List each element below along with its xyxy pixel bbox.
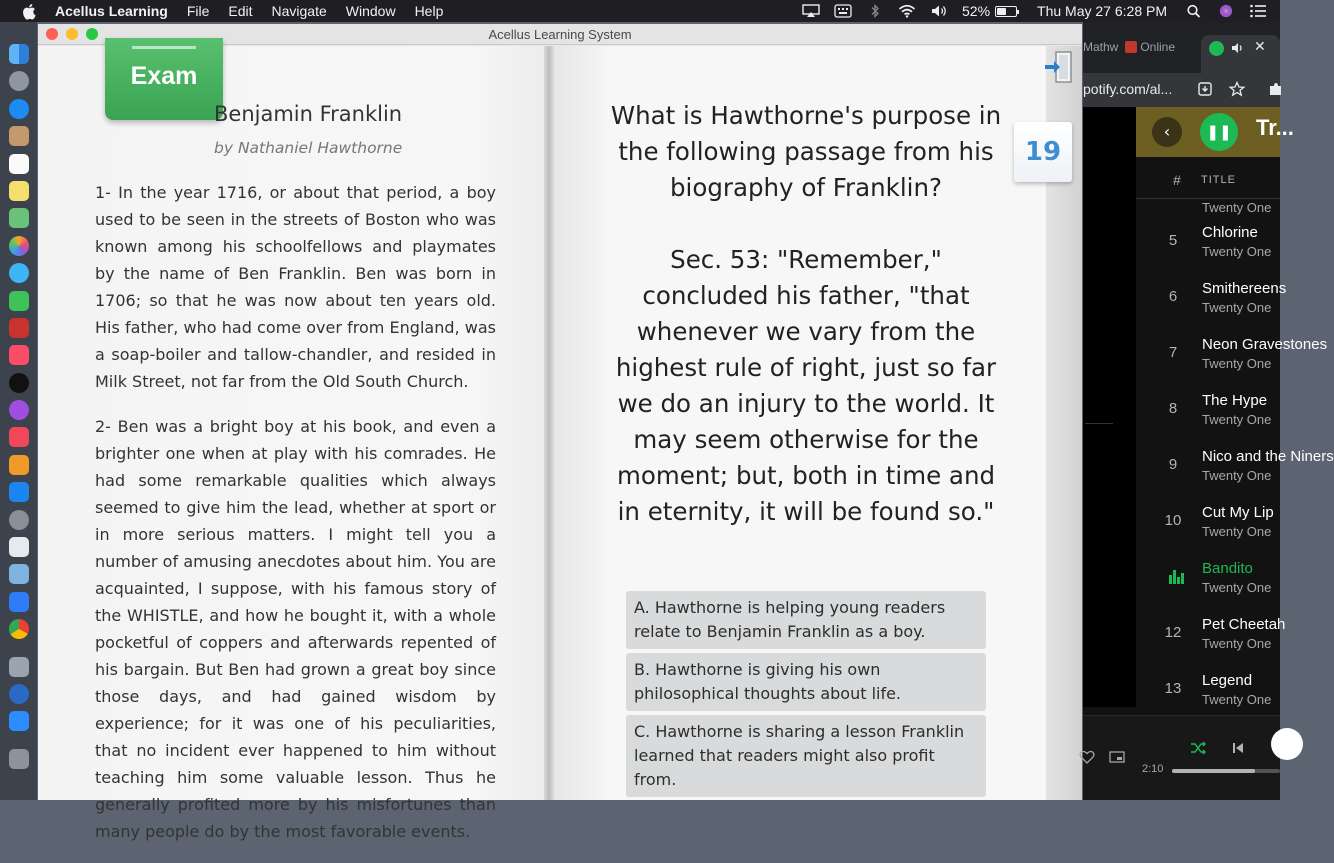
siri-icon[interactable]	[1217, 4, 1235, 18]
column-number-header: #	[1173, 172, 1182, 188]
track-name[interactable]: Legend	[1202, 672, 1253, 689]
battery-percent[interactable]: 52%	[962, 3, 991, 19]
track-number: 9	[1168, 456, 1178, 473]
address-bar[interactable]	[1083, 73, 1280, 107]
browser-tab-strip	[1083, 22, 1280, 73]
tracklist	[1136, 200, 1334, 714]
question-prompt: What is Hawthorne's purpose in the following passage from his biography of Franklin?	[610, 101, 1002, 202]
track-number: 12	[1164, 624, 1182, 641]
track-name[interactable]: Neon Gravestones	[1202, 336, 1328, 353]
track-number: 7	[1168, 344, 1178, 361]
track-name[interactable]: Smithereens	[1202, 280, 1287, 297]
text-edit-icon[interactable]	[9, 592, 29, 612]
menu-help[interactable]: Help	[414, 3, 444, 19]
contacts-icon[interactable]	[9, 126, 29, 146]
track-row[interactable]	[1136, 214, 1280, 270]
maps-icon[interactable]	[9, 208, 29, 228]
lesson-book	[38, 46, 1082, 841]
battery-icon[interactable]	[995, 6, 1017, 17]
answer-choice-c[interactable]: C. Hawthorne is sharing a lesson Franklin learned that readers might also profit from.	[626, 715, 986, 797]
tab-audio-icon[interactable]	[1231, 42, 1245, 54]
track-name[interactable]: Pet Cheetah	[1202, 616, 1286, 633]
track-row[interactable]	[1136, 382, 1280, 438]
playback-progress-bar[interactable]	[1172, 769, 1280, 773]
story-author: by Nathaniel Hawthorne	[214, 139, 403, 157]
chrome-icon[interactable]	[9, 619, 29, 639]
app-name[interactable]: Acellus Learning	[55, 3, 168, 19]
tab-favicon-icon	[1125, 41, 1137, 53]
spotify-sidebar	[1083, 107, 1136, 707]
track-row[interactable]	[1136, 494, 1280, 550]
window-minimize-button[interactable]	[66, 28, 78, 40]
menu-file[interactable]: File	[186, 3, 210, 19]
app-store-icon[interactable]	[9, 482, 29, 502]
story-text	[95, 179, 496, 863]
window-title: Acellus Learning System	[488, 27, 632, 42]
track-number: 13	[1164, 680, 1182, 697]
book-spine	[544, 46, 554, 800]
facetime-icon[interactable]	[9, 291, 29, 311]
player-bar	[1083, 715, 1280, 800]
apple-logo-icon[interactable]	[22, 4, 36, 19]
install-app-icon[interactable]	[1197, 81, 1213, 97]
spotify-header	[1136, 107, 1294, 157]
quicktime-icon[interactable]	[9, 684, 29, 704]
keyboard-input-icon[interactable]	[834, 4, 852, 18]
story-paragraph: 2- Ben was a bright boy at his book, and even a brighter one when at play with his comrades. He had some remarkable qualities which always seemed to give him the lead, whether at sport or in more serious matters. I might tell you a number of amusing anecdotes about him. You are acquainted, I suppose, with his famous story of the WHISTLE, and how he bought it, with a whole pocketful of coppers and afterwards repented of his bargain. But Ben had grown a great boy since those days, and had gained wisdom by experience; for it was one of his peculiarities, that no incident ever happened to him without teaching him some valuable lesson. Thus he generally profited more by his misfortunes than many people do by the most favorable events.	[95, 417, 496, 841]
browser-tab-spotify[interactable]	[1201, 35, 1280, 73]
exam-badge	[105, 38, 223, 120]
finder-icon[interactable]	[9, 44, 29, 64]
wifi-icon[interactable]	[898, 4, 916, 18]
apple-tv-icon[interactable]	[9, 373, 29, 393]
answer-choice-a[interactable]: A. Hawthorne is helping young readers relate to Benjamin Franklin as a boy.	[626, 591, 986, 649]
track-artist[interactable]: Twenty One	[1202, 244, 1272, 259]
photo-booth-icon[interactable]	[9, 318, 29, 338]
sidebar-divider	[1085, 423, 1113, 424]
acellus-window	[38, 24, 1082, 841]
picture-in-picture-icon[interactable]	[1109, 749, 1125, 765]
now-playing-equalizer-icon	[1169, 570, 1183, 584]
trash-icon[interactable]	[9, 749, 29, 769]
airplay-icon[interactable]	[802, 4, 820, 18]
track-name[interactable]: The Hype	[1202, 392, 1268, 409]
playlist-title: Tr...	[1256, 115, 1294, 140]
track-name[interactable]: Cut My Lip	[1202, 504, 1274, 521]
track-row[interactable]	[1136, 606, 1286, 662]
column-title-header: TITLE	[1201, 174, 1236, 186]
track-row-now-playing[interactable]	[1136, 550, 1280, 606]
track-number: 5	[1168, 232, 1178, 249]
answer-choice-b[interactable]: B. Hawthorne is giving his own philosophical thoughts about life.	[626, 653, 986, 711]
track-artist[interactable]: Twenty One	[1202, 412, 1272, 427]
track-row[interactable]	[1136, 438, 1334, 494]
question-passage: Sec. 53: "Remember," concluded his father, "that whenever we vary from the highest rule of right, just so far we do an injury to the world. It may seem otherwise for the moment; but, both in time and in eternity, it will be found so."	[615, 245, 997, 526]
pause-button[interactable]: ❚❚	[1200, 113, 1238, 151]
track-artist[interactable]: Twenty One	[1202, 580, 1272, 595]
menu-navigate[interactable]: Navigate	[271, 3, 327, 19]
window-close-button[interactable]	[46, 28, 58, 40]
menu-bar	[0, 0, 1280, 22]
exam-badge-label: Exam	[130, 62, 198, 90]
acellus-icon[interactable]	[9, 537, 29, 557]
track-artist[interactable]: Twenty One	[1202, 524, 1272, 539]
track-number: 10	[1164, 512, 1182, 529]
news-icon[interactable]	[9, 427, 29, 447]
track-artist[interactable]: Twenty One	[1202, 356, 1272, 371]
browser-tab-online[interactable]	[1125, 40, 1175, 54]
back-chevron-icon[interactable]: ‹	[1152, 117, 1182, 147]
elapsed-time: 2:10	[1142, 763, 1164, 775]
reading-page	[38, 46, 544, 841]
track-artist[interactable]: Twenty One	[1202, 200, 1272, 215]
spotify-app	[1083, 107, 1334, 800]
screenshot-icon[interactable]	[9, 657, 29, 677]
music-icon[interactable]	[9, 345, 29, 365]
player-play-pause-button[interactable]	[1271, 728, 1303, 760]
browser-tab-mathw[interactable]: Mathw	[1083, 40, 1119, 54]
menu-edit[interactable]: Edit	[228, 3, 253, 19]
track-name[interactable]: Nico and the Niners	[1202, 448, 1334, 465]
track-artist[interactable]: Twenty One	[1202, 468, 1272, 483]
track-artist[interactable]: Twenty One	[1202, 300, 1272, 315]
shuffle-icon[interactable]	[1190, 740, 1206, 756]
bookmark-star-icon[interactable]	[1229, 81, 1245, 97]
dock	[0, 22, 37, 800]
zoom-icon[interactable]	[9, 711, 29, 731]
tab-close-icon[interactable]: ✕	[1254, 38, 1266, 54]
messages-icon[interactable]	[9, 263, 29, 283]
track-number: 6	[1168, 288, 1178, 305]
battery-level-fill	[997, 8, 1006, 15]
track-artist[interactable]: Twenty One	[1202, 692, 1272, 707]
track-row[interactable]	[1136, 270, 1287, 326]
url-text[interactable]: potify.com/al...	[1083, 81, 1173, 97]
window-maximize-button[interactable]	[86, 28, 98, 40]
podcasts-icon[interactable]	[9, 400, 29, 420]
books-icon[interactable]	[9, 455, 29, 475]
menu-clock[interactable]: Thu May 27 6:28 PM	[1037, 3, 1167, 19]
spotify-favicon-icon	[1209, 41, 1224, 56]
menu-window[interactable]: Window	[345, 3, 396, 19]
track-row[interactable]	[1136, 326, 1328, 382]
system-preferences-icon[interactable]	[9, 510, 29, 530]
story-title: Benjamin Franklin	[214, 102, 403, 126]
previous-track-icon[interactable]	[1230, 740, 1246, 756]
browser-tab-online-label: Online	[1140, 40, 1176, 54]
track-row[interactable]	[1136, 662, 1280, 718]
track-artist[interactable]: Twenty One	[1202, 636, 1272, 651]
question	[610, 98, 1002, 530]
playback-progress-fill	[1172, 769, 1255, 773]
notification-center-icon[interactable]	[1249, 4, 1267, 18]
track-name[interactable]: Chlorine	[1202, 224, 1258, 241]
track-number: 8	[1168, 400, 1178, 417]
notes-icon[interactable]	[9, 181, 29, 201]
launchpad-icon[interactable]	[9, 71, 29, 91]
track-name[interactable]: Bandito	[1202, 560, 1253, 577]
extensions-icon[interactable]	[1267, 81, 1283, 97]
heart-icon[interactable]	[1079, 749, 1095, 765]
question-number-badge: 19	[1014, 122, 1072, 182]
badge-strip	[132, 46, 196, 49]
photos-icon[interactable]	[9, 236, 29, 256]
preview-icon[interactable]	[9, 564, 29, 584]
spotlight-search-icon[interactable]	[1185, 4, 1203, 18]
background-browser-window	[1083, 22, 1334, 800]
safari-icon[interactable]	[9, 99, 29, 119]
bluetooth-icon[interactable]	[866, 4, 884, 18]
story-paragraph: 1- In the year 1716, or about that period, a boy used to be seen in the streets of Boston who was known among his schoolfellows and playmates by the name of Ben Franklin. Ben was born in 1706; so that he was now about ten years old. His father, who had come over from England, was a soap-boiler and tallow-chandler, and resided in Milk Street, not far from the Old South Church.	[95, 183, 496, 391]
calendar-icon[interactable]	[9, 154, 29, 174]
answer-choices	[626, 591, 986, 801]
volume-icon[interactable]	[930, 4, 948, 18]
exit-door-icon[interactable]	[1043, 50, 1073, 84]
